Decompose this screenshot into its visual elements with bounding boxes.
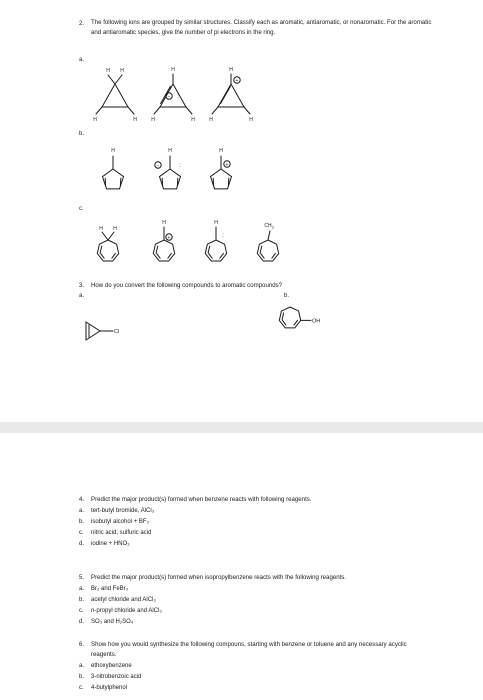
- hydroxyl-label: OH: [312, 318, 321, 325]
- positive-charge: +: [167, 234, 171, 241]
- methyl-label: $CH_3$: [264, 223, 274, 230]
- cyclopropenyl-anion-structure: [154, 74, 192, 114]
- chlorocyclopropene-structure: [86, 322, 113, 340]
- q3-prompt: How do you convert the following compounds to aromatic compounds?: [91, 282, 283, 289]
- positive-charge: +: [225, 161, 229, 168]
- atom-label-h: H: [113, 226, 117, 232]
- q3-number: 3.: [79, 283, 85, 289]
- q4-item-text: isobutyl alcohol + BF₃: [91, 519, 149, 525]
- cycloheptatriene-structure: [97, 232, 118, 261]
- q4-item-text: iodine + HNO₃: [91, 541, 130, 547]
- q5-number: 5.: [79, 575, 85, 581]
- atom-label-h: H: [151, 117, 155, 123]
- q6-item-letter: c.: [79, 685, 84, 691]
- q5-item-text: acetyl chloride and AlCl₃: [91, 597, 156, 603]
- q4-item-letter: b.: [79, 519, 85, 525]
- q5-item-text: SO₃ and H₂SO₄: [91, 619, 134, 625]
- positive-charge: +: [235, 77, 239, 84]
- q2-part-a-label: a.: [79, 57, 85, 63]
- cyclopentadiene-structure: [103, 156, 124, 189]
- cyclopentadienyl-anion-structure: [155, 156, 181, 189]
- q6-prompt: Show how you would synthesize the following compouns, starting with benzene or toluene and any necessary acyclic reagents.: [91, 641, 407, 658]
- lone-pair: :: [222, 233, 224, 239]
- atom-label-h: H: [229, 67, 233, 73]
- cyclopropane-ion-structure: [96, 75, 134, 114]
- atom-label-h: H: [133, 117, 137, 123]
- q5-item-text: n-propyl chloride and AlCl₃: [91, 608, 162, 614]
- q5-prompt: Predict the major product(s) formed when isopropylbenzene reacts with the following reagents.: [91, 574, 347, 581]
- cycloheptatrienol-structure: [279, 307, 311, 328]
- atom-label-h: H: [209, 117, 213, 123]
- atom-label-h: H: [219, 148, 223, 154]
- chlorine-label: Cl: [114, 329, 120, 335]
- q4-item-text: tert-butyl bromide, AlCl₃: [91, 508, 155, 514]
- q3-part-b-label: b.: [284, 293, 290, 299]
- q4-prompt: Predict the major product(s) formed when benzene reacts with following reagents.: [91, 496, 312, 503]
- worksheet-page-2: [0, 433, 483, 700]
- q2-number: 2.: [79, 21, 85, 27]
- cyclopropenyl-cation-structure: [212, 74, 250, 114]
- q5-item-letter: d.: [79, 619, 85, 625]
- atom-label-h: H: [120, 68, 124, 74]
- methylcycloheptatriene-structure: [257, 231, 278, 261]
- q4-item-letter: a.: [79, 508, 85, 514]
- atom-label-h: H: [162, 220, 166, 226]
- negative-charge: −: [167, 93, 171, 100]
- q6-item-text: 3-nitrobenzoic acid: [91, 674, 142, 680]
- q2-prompt: The following ions are grouped by similar structures. Classify each as aromatic, antiaromatic, or nonaromatic. For the aromatic and antiaromatic species, give the number of pi electrons in the ring.: [91, 19, 432, 36]
- atom-label-h: H: [171, 67, 175, 73]
- atom-label-h: H: [93, 117, 97, 123]
- q6-item-text: 4-butylphenol: [91, 685, 128, 691]
- q5-item-letter: b.: [79, 597, 85, 603]
- atom-label-h: H: [214, 220, 218, 226]
- atom-label-h: H: [111, 148, 115, 154]
- q6-item-letter: a.: [79, 663, 85, 669]
- q4-item-text: nitric acid, sulfuric acid: [91, 530, 152, 536]
- negative-charge: −: [156, 162, 160, 169]
- q5-item-letter: c.: [79, 608, 84, 614]
- atom-label-h: H: [106, 68, 110, 74]
- q5-item-letter: a.: [79, 586, 85, 592]
- q5-item-text: Br₂ and FeBr₃: [91, 586, 129, 592]
- atom-label-h: H: [99, 226, 103, 232]
- lone-pair: :: [179, 163, 181, 169]
- q4-number: 4.: [79, 497, 85, 503]
- lone-pair: :: [177, 94, 179, 100]
- q6-number: 6.: [79, 642, 85, 648]
- atom-label-h: H: [249, 117, 253, 123]
- q3-part-a-label: a.: [79, 293, 85, 299]
- q2-part-c-label: c.: [79, 206, 84, 212]
- atom-label-h: H: [168, 148, 172, 154]
- q4-item-letter: d.: [79, 541, 85, 547]
- q6-item-text: ethoxybenzene: [91, 663, 132, 669]
- atom-label-h: H: [191, 117, 195, 123]
- q6-item-letter: b.: [79, 674, 85, 680]
- q4-item-letter: c.: [79, 530, 84, 536]
- cycloheptatrienyl-cation-structure: [153, 227, 174, 261]
- q2-part-b-label: b.: [79, 131, 85, 137]
